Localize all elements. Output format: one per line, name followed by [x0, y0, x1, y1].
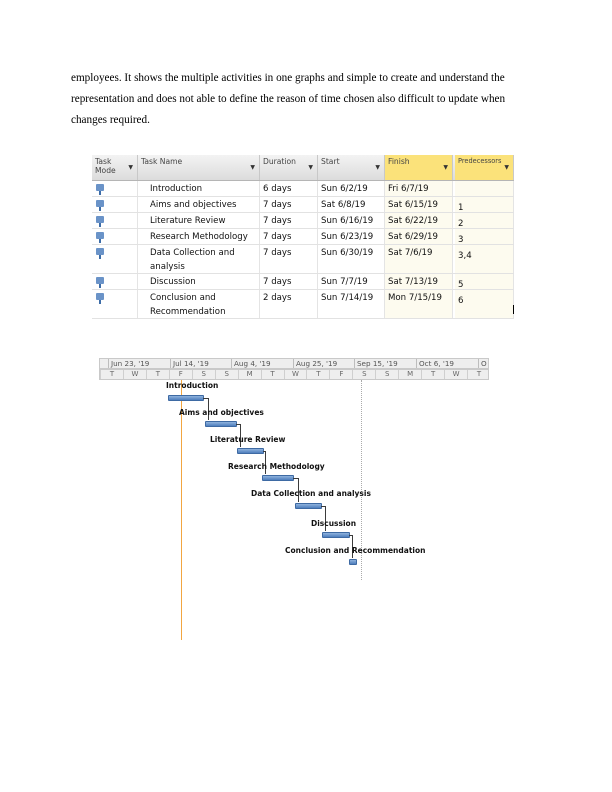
day-header: T [261, 370, 284, 379]
auto-schedule-icon [96, 248, 104, 255]
auto-schedule-icon [96, 216, 104, 223]
dropdown-arrow-icon[interactable]: ▼ [375, 164, 380, 171]
cell-duration[interactable]: 2 days [260, 290, 318, 318]
gantt-task-label: Research Methodology [228, 462, 325, 471]
cell-duration[interactable]: 7 days [260, 197, 318, 212]
cell-start[interactable]: Sun 6/23/19 [318, 229, 385, 244]
task-mode-cell[interactable] [92, 181, 138, 196]
week-header: Jun 23, '19 [108, 359, 170, 368]
cell-name[interactable]: Literature Review [138, 213, 260, 228]
cell-finish[interactable]: Sat 6/22/19 [385, 213, 453, 228]
dropdown-arrow-icon[interactable]: ▼ [443, 164, 448, 171]
cell-name[interactable]: Conclusion and Recommendation [138, 290, 260, 318]
cell-name[interactable]: Research Methodology [138, 229, 260, 244]
task-mode-cell[interactable] [92, 290, 138, 318]
cell-start[interactable]: Sun 6/16/19 [318, 213, 385, 228]
paragraph-line: changes required. [71, 114, 150, 126]
gantt-task-bar[interactable] [168, 395, 204, 401]
column-header-label: Task Name [141, 157, 183, 166]
cell-duration[interactable]: 7 days [260, 229, 318, 244]
column-header-label: Predecessors [458, 157, 502, 165]
cell-duration[interactable]: 7 days [260, 213, 318, 228]
cell-pred[interactable]: 3 [455, 229, 514, 244]
cell-name[interactable]: Discussion [138, 274, 260, 289]
day-header: W [444, 370, 467, 379]
gantt-task-bar[interactable] [322, 532, 350, 538]
cell-duration[interactable]: 7 days [260, 274, 318, 289]
day-header: S [375, 370, 398, 379]
day-header: M [238, 370, 261, 379]
day-header: S [215, 370, 238, 379]
gantt-chart [99, 358, 489, 640]
auto-schedule-icon [96, 293, 104, 300]
cell-finish[interactable]: Sat 7/6/19 [385, 245, 453, 273]
column-header-mode[interactable] [92, 155, 138, 180]
day-header: T [306, 370, 329, 379]
dropdown-arrow-icon[interactable]: ▼ [250, 164, 255, 171]
cell-name[interactable]: Data Collection and analysis [138, 245, 260, 273]
gantt-task-label: Aims and objectives [179, 408, 264, 417]
week-header: Aug 25, '19 [293, 359, 354, 368]
cell-start[interactable]: Sun 7/7/19 [318, 274, 385, 289]
table-row[interactable] [92, 213, 514, 229]
task-mode-cell[interactable] [92, 245, 138, 273]
table-row[interactable] [92, 181, 514, 197]
timescale-days [99, 369, 489, 380]
task-mode-cell[interactable] [92, 229, 138, 244]
gantt-task-bar[interactable] [262, 475, 294, 481]
column-header-name[interactable] [138, 155, 260, 180]
dropdown-arrow-icon[interactable]: ▼ [504, 164, 509, 171]
auto-schedule-icon [96, 277, 104, 284]
cell-name[interactable]: Aims and objectives [138, 197, 260, 212]
day-header: M [398, 370, 421, 379]
gantt-task-label: Discussion [311, 519, 357, 528]
table-row[interactable] [92, 245, 514, 274]
dropdown-arrow-icon[interactable]: ▼ [308, 164, 313, 171]
body-paragraph [71, 68, 543, 131]
auto-schedule-icon [96, 200, 104, 207]
week-header: Sep 15, '19 [354, 359, 416, 368]
cell-pred[interactable] [455, 181, 514, 196]
gantt-task-bar[interactable] [349, 559, 357, 565]
day-header: W [123, 370, 146, 379]
column-header-label: Duration [263, 157, 296, 166]
cell-start[interactable]: Sat 6/8/19 [318, 197, 385, 212]
day-header: W [284, 370, 307, 379]
day-header: T [421, 370, 444, 379]
column-header-finish[interactable] [385, 155, 453, 180]
table-body [92, 181, 514, 319]
cell-pred[interactable]: 2 [455, 213, 514, 228]
cell-finish[interactable]: Fri 6/7/19 [385, 181, 453, 196]
cell-pred[interactable]: 5 [455, 274, 514, 289]
cell-start[interactable]: Sun 7/14/19 [318, 290, 385, 318]
table-row[interactable] [92, 290, 514, 319]
day-header: F [169, 370, 192, 379]
cell-start[interactable]: Sun 6/30/19 [318, 245, 385, 273]
task-mode-cell[interactable] [92, 274, 138, 289]
day-header: T [100, 370, 123, 379]
day-header: T [146, 370, 169, 379]
dropdown-arrow-icon[interactable]: ▼ [128, 164, 133, 171]
gantt-task-bar[interactable] [295, 503, 322, 509]
cell-finish[interactable]: Sat 6/29/19 [385, 229, 453, 244]
cell-pred[interactable]: 6 [455, 290, 514, 318]
text-cursor [513, 305, 514, 314]
cell-duration[interactable]: 6 days [260, 181, 318, 196]
cell-name[interactable]: Introduction [138, 181, 260, 196]
gantt-task-bar[interactable] [237, 448, 264, 454]
task-mode-cell[interactable] [92, 197, 138, 212]
cell-pred[interactable]: 3,4 [455, 245, 514, 273]
table-header [92, 155, 514, 181]
gantt-task-bar[interactable] [205, 421, 237, 427]
cell-finish[interactable]: Sat 6/15/19 [385, 197, 453, 212]
gantt-task-label: Introduction [166, 381, 219, 390]
column-header-predecessors[interactable] [455, 155, 514, 180]
paragraph-line: representation and does not able to define the reason of time chosen also difficult to update when [71, 93, 506, 105]
column-header-label: Task Mode [95, 157, 116, 175]
cell-duration[interactable]: 7 days [260, 245, 318, 273]
column-header-label: Start [321, 157, 340, 166]
gantt-task-label: Data Collection and analysis [251, 489, 371, 498]
cell-start[interactable]: Sun 6/2/19 [318, 181, 385, 196]
gantt-task-label: Literature Review [210, 435, 286, 444]
week-header: Oct 6, '19 [416, 359, 478, 368]
gantt-task-label: Conclusion and Recommendation [285, 546, 426, 555]
column-header-start[interactable] [318, 155, 385, 180]
auto-schedule-icon [96, 232, 104, 239]
task-table [92, 155, 514, 319]
cell-finish[interactable]: Sat 7/13/19 [385, 274, 453, 289]
table-row[interactable] [92, 274, 514, 290]
day-header: T [467, 370, 490, 379]
week-header: Jul 14, '19 [170, 359, 231, 368]
day-header: F [329, 370, 352, 379]
timescale-weeks [99, 358, 489, 369]
week-header: O [478, 359, 490, 368]
today-line [181, 380, 182, 640]
cell-pred[interactable]: 1 [455, 197, 514, 212]
column-header-duration[interactable] [260, 155, 318, 180]
auto-schedule-icon [96, 184, 104, 191]
table-row[interactable] [92, 197, 514, 213]
week-header: Aug 4, '19 [231, 359, 293, 368]
paragraph-line: employees. It shows the multiple activities in one graphs and simple to create and understand the [71, 72, 505, 84]
day-header: S [192, 370, 215, 379]
task-mode-cell[interactable] [92, 213, 138, 228]
cell-finish[interactable]: Mon 7/15/19 [385, 290, 453, 318]
table-row[interactable] [92, 229, 514, 245]
day-header: S [352, 370, 375, 379]
column-header-label: Finish [388, 157, 410, 166]
